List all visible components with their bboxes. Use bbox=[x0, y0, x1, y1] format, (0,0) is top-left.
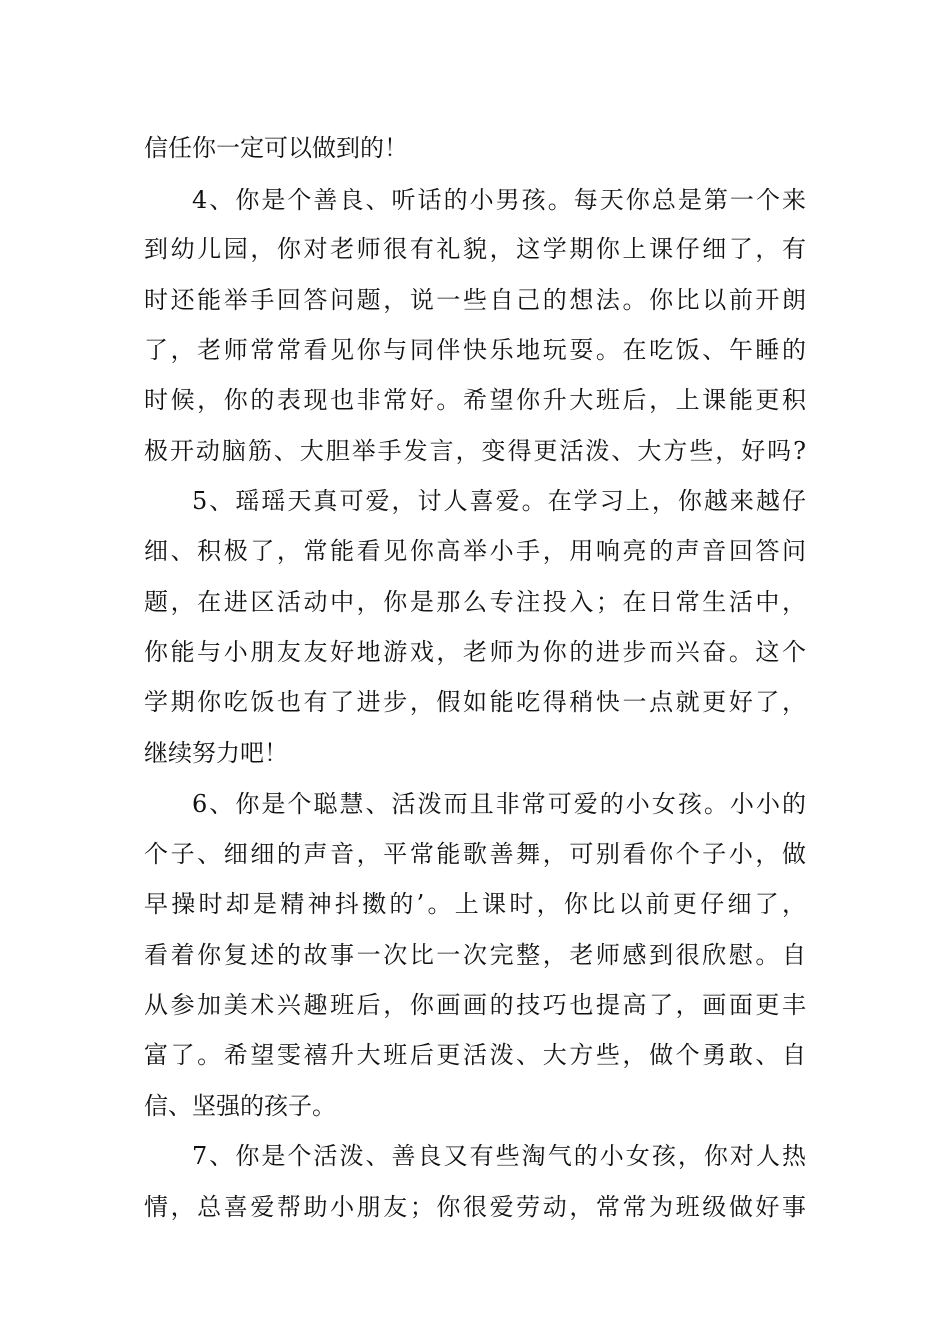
paragraph-4-line: 到幼儿园，你对老师很有礼貌，这学期你上课仔细了，有 bbox=[144, 235, 806, 263]
paragraph-5-line: 你能与小朋友友好地游戏，老师为你的进步而兴奋。这个 bbox=[144, 638, 806, 666]
paragraph-5-line: 5、瑶瑶天真可爱，讨人喜爱。在学习上，你越来越仔 bbox=[192, 487, 806, 515]
paragraph-6-line: 看着你复述的故事一次比一次完整，老师感到很欣慰。自 bbox=[144, 941, 806, 969]
paragraph-4-line: 4、你是个善良、听话的小男孩。每天你总是第一个来 bbox=[192, 186, 806, 214]
paragraph-5-line: 题，在进区活动中，你是那么专注投入；在日常生活中， bbox=[144, 588, 806, 616]
paragraph-6-line: 6、你是个聪慧、活泼而且非常可爱的小女孩。小小的 bbox=[192, 790, 806, 818]
paragraph-4-line: 了，老师常常看见你与同伴快乐地玩耍。在吃饭、午睡的 bbox=[144, 336, 806, 364]
paragraph-7-line: 7、你是个活泼、善良又有些淘气的小女孩，你对人热 bbox=[192, 1142, 806, 1170]
paragraph-6-line: 早操时却是精神抖擞的’。上课时，你比以前更仔细了， bbox=[144, 890, 806, 918]
paragraph-7-line: 情，总喜爱帮助小朋友；你很爱劳动，常常为班级做好事 bbox=[144, 1193, 806, 1221]
paragraph-5-line: 学期你吃饭也有了进步，假如能吃得稍快一点就更好了， bbox=[144, 688, 806, 716]
paragraph-5-line: 细、积极了，常能看见你高举小手，用响亮的声音回答问 bbox=[144, 537, 806, 565]
paragraph-4-line: 时还能举手回答问题，说一些自己的想法。你比以前开朗 bbox=[144, 286, 806, 314]
text-line: 信任你一定可以做到的！ bbox=[144, 134, 408, 162]
paragraph-6-line: 富了。希望雯禧升大班后更活泼、大方些，做个勇敢、自 bbox=[144, 1041, 806, 1069]
paragraph-6-line: 个子、细细的声音，平常能歌善舞，可别看你个子小，做 bbox=[144, 840, 806, 868]
paragraph-5-line: 继续努力吧！ bbox=[144, 739, 288, 767]
paragraph-4-line: 时候，你的表现也非常好。希望你升大班后，上课能更积 bbox=[144, 386, 806, 414]
paragraph-4-line: 极开动脑筋、大胆举手发言，变得更活泼、大方些，好吗? bbox=[144, 437, 806, 465]
paragraph-6-line: 从参加美术兴趣班后，你画画的技巧也提高了，画面更丰 bbox=[144, 991, 806, 1019]
paragraph-6-line: 信、坚强的孩子。 bbox=[144, 1092, 336, 1120]
